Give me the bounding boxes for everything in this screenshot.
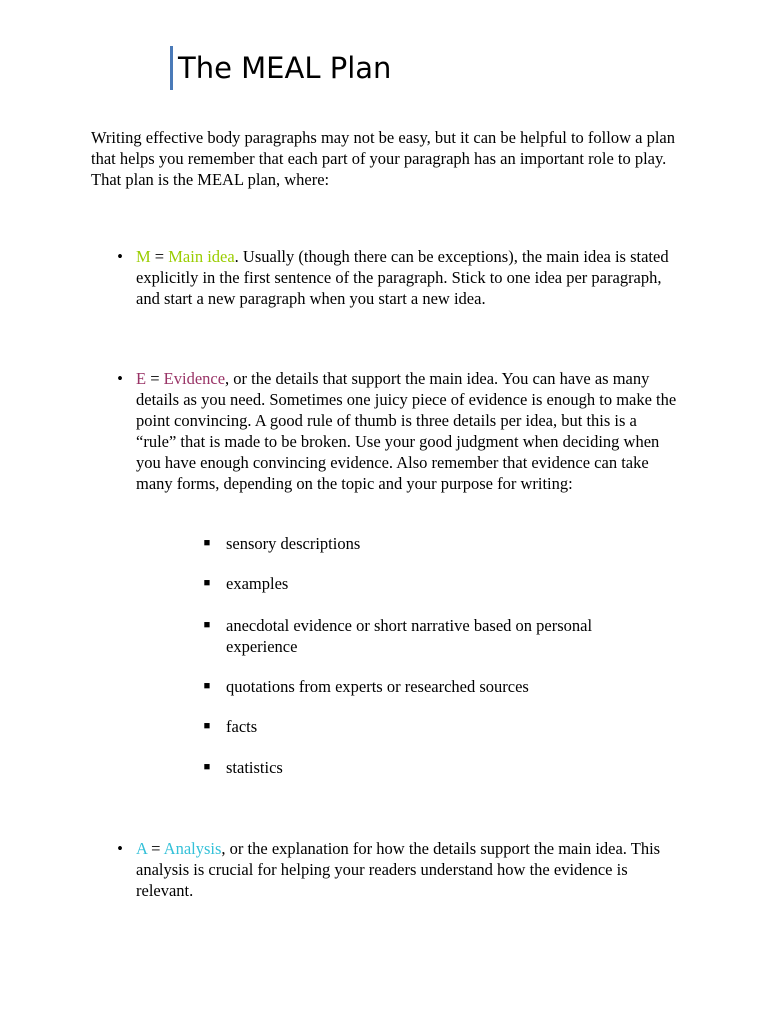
bullet-icon: • (117, 369, 123, 388)
meal-equals: = (146, 369, 164, 388)
bullet-icon: • (117, 247, 123, 266)
meal-letter: M (136, 247, 151, 266)
square-bullet-icon: ■ (203, 761, 211, 773)
evidence-form-label: anecdotal evidence or short narrative based on personal experience (226, 616, 593, 656)
square-bullet-icon: ■ (203, 537, 211, 549)
square-bullet-icon: ■ (203, 577, 211, 589)
meal-item-text (136, 838, 681, 901)
page-title: The MEAL Plan (178, 51, 392, 85)
evidence-form-label: facts (226, 717, 258, 736)
square-bullet-icon: ■ (203, 720, 211, 732)
title-block (170, 46, 391, 90)
meal-description: . Usually (though there can be exceptions), the main idea is stated explicitly in the first sentence of the paragraph. Stick to one idea per paragraph, and start a new paragraph when you start a new idea. (136, 247, 669, 308)
evidence-form-label: statistics (226, 758, 283, 777)
meal-term: Evidence (163, 369, 226, 388)
meal-item-text (136, 246, 681, 309)
evidence-form-label: quotations from experts or researched sources (226, 677, 529, 696)
meal-item-text (136, 368, 681, 494)
square-bullet-icon: ■ (203, 619, 211, 631)
meal-equals: = (147, 839, 164, 858)
square-bullet-icon: ■ (203, 680, 211, 692)
meal-letter: E (136, 369, 147, 388)
meal-equals: = (150, 247, 169, 266)
meal-letter: A (136, 839, 148, 858)
meal-description: , or the details that support the main idea. You can have as many details as you need. Sometimes one juicy piece of evidence is enough to make the point convincing. A good rule of thumb is three details per idea, but this is a “rule” that is made to be broken. Use your good judgment when deciding when you have enough convincing evidence. Also remember that evidence can take many forms, depending on the topic and your purpose for writing: (136, 369, 677, 493)
evidence-form-label: sensory descriptions (226, 534, 361, 553)
meal-description: , or the explanation for how the details support the main idea. This analysis is crucial for helping your readers understand how the evidence is relevant. (136, 839, 661, 900)
intro-paragraph: Writing effective body paragraphs may not be easy, but it can be helpful to follow a plan that helps you remember that each part of your paragraph has an important role to play. That plan is the MEAL plan, where: (91, 128, 675, 189)
evidence-form-label: examples (226, 574, 289, 593)
meal-term: Main idea (168, 247, 235, 266)
meal-term: Analysis (163, 839, 222, 858)
bullet-icon: • (117, 839, 123, 858)
